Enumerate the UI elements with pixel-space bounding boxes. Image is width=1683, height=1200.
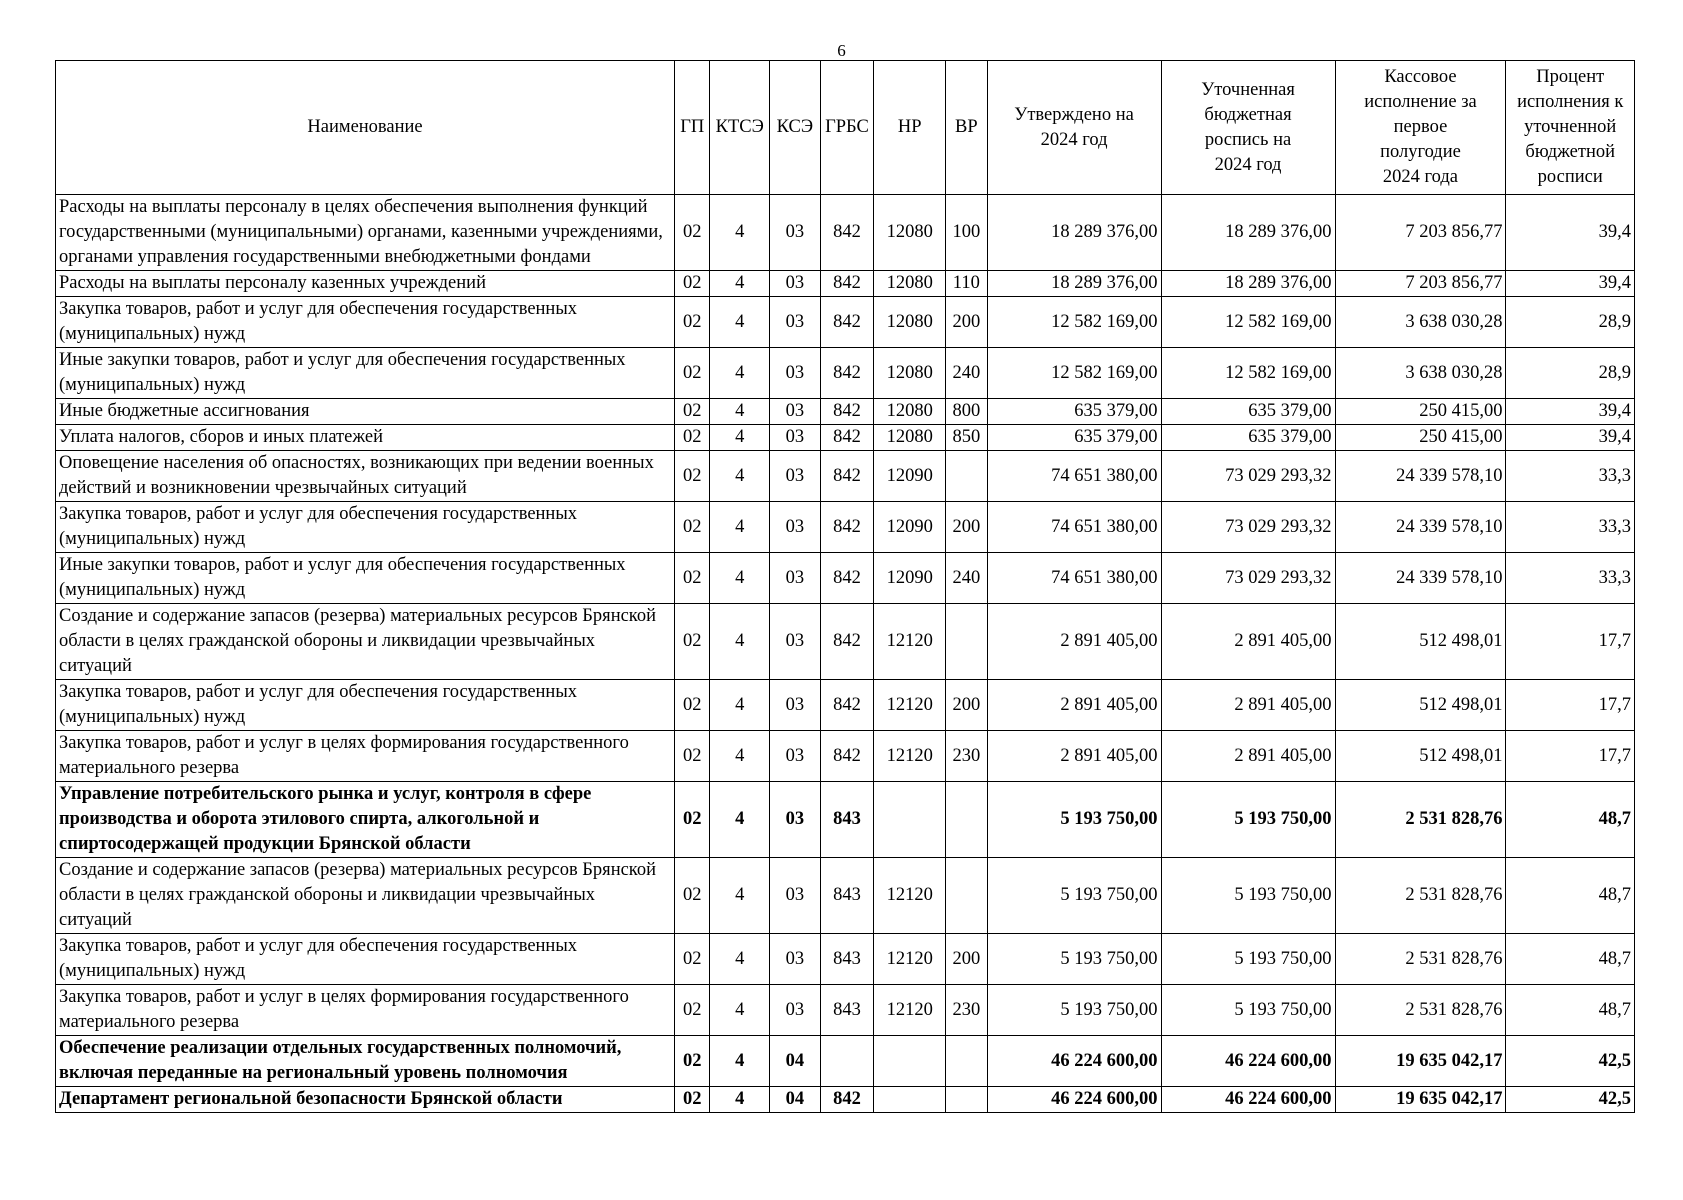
cell-grbs: 842 bbox=[820, 348, 874, 399]
cell-vr: 200 bbox=[946, 502, 987, 553]
cell-name: Закупка товаров, работ и услуг в целях формирования государственного материального резерва bbox=[56, 985, 675, 1036]
cell-percent: 48,7 bbox=[1506, 934, 1635, 985]
cell-ktse: 4 bbox=[710, 195, 770, 271]
cell-percent: 17,7 bbox=[1506, 604, 1635, 680]
cell-nr: 12090 bbox=[874, 553, 946, 604]
cell-gp: 02 bbox=[675, 348, 710, 399]
cell-grbs: 842 bbox=[820, 297, 874, 348]
cell-nr: 12090 bbox=[874, 451, 946, 502]
cell-refined: 2 891 405,00 bbox=[1161, 680, 1335, 731]
cell-ktse: 4 bbox=[710, 271, 770, 297]
cell-approved: 18 289 376,00 bbox=[987, 195, 1161, 271]
cell-refined: 18 289 376,00 bbox=[1161, 195, 1335, 271]
cell-kse: 04 bbox=[770, 1036, 821, 1087]
cell-gp: 02 bbox=[675, 271, 710, 297]
table-row bbox=[56, 195, 1635, 271]
cell-vr: 200 bbox=[946, 297, 987, 348]
cell-ktse: 4 bbox=[710, 553, 770, 604]
header-ktse: КТСЭ bbox=[710, 61, 770, 195]
cell-percent: 33,3 bbox=[1506, 502, 1635, 553]
cell-percent: 39,4 bbox=[1506, 195, 1635, 271]
cell-vr: 200 bbox=[946, 680, 987, 731]
cell-kse: 03 bbox=[770, 425, 821, 451]
cell-name: Создание и содержание запасов (резерва) материальных ресурсов Брянской области в целях гражданской обороны и ликвидации чрезвычайных ситуаций bbox=[56, 858, 675, 934]
cell-refined: 5 193 750,00 bbox=[1161, 934, 1335, 985]
cell-gp: 02 bbox=[675, 858, 710, 934]
cell-cash: 19 635 042,17 bbox=[1335, 1087, 1506, 1113]
cell-nr: 12080 bbox=[874, 399, 946, 425]
cell-name: Закупка товаров, работ и услуг для обеспечения государственных (муниципальных) нужд bbox=[56, 297, 675, 348]
cell-name: Иные бюджетные ассигнования bbox=[56, 399, 675, 425]
cell-vr bbox=[946, 451, 987, 502]
table-body bbox=[56, 195, 1635, 1113]
cell-ktse: 4 bbox=[710, 858, 770, 934]
cell-gp: 02 bbox=[675, 680, 710, 731]
cell-approved: 46 224 600,00 bbox=[987, 1036, 1161, 1087]
table-row bbox=[56, 1087, 1635, 1113]
cell-grbs: 842 bbox=[820, 502, 874, 553]
cell-approved: 5 193 750,00 bbox=[987, 858, 1161, 934]
cell-kse: 03 bbox=[770, 195, 821, 271]
cell-cash: 2 531 828,76 bbox=[1335, 858, 1506, 934]
cell-name: Закупка товаров, работ и услуг для обеспечения государственных (муниципальных) нужд bbox=[56, 680, 675, 731]
cell-vr: 200 bbox=[946, 934, 987, 985]
cell-cash: 24 339 578,10 bbox=[1335, 502, 1506, 553]
table-row bbox=[56, 680, 1635, 731]
budget-table bbox=[55, 60, 1635, 1113]
cell-name: Расходы на выплаты персоналу казенных учреждений bbox=[56, 271, 675, 297]
cell-percent: 33,3 bbox=[1506, 451, 1635, 502]
table-header-row bbox=[56, 61, 1635, 195]
cell-approved: 635 379,00 bbox=[987, 425, 1161, 451]
cell-approved: 18 289 376,00 bbox=[987, 271, 1161, 297]
cell-refined: 12 582 169,00 bbox=[1161, 297, 1335, 348]
table-row bbox=[56, 502, 1635, 553]
cell-vr: 850 bbox=[946, 425, 987, 451]
cell-ktse: 4 bbox=[710, 604, 770, 680]
cell-gp: 02 bbox=[675, 1036, 710, 1087]
cell-cash: 512 498,01 bbox=[1335, 604, 1506, 680]
cell-vr bbox=[946, 1036, 987, 1087]
cell-approved: 74 651 380,00 bbox=[987, 502, 1161, 553]
cell-percent: 39,4 bbox=[1506, 425, 1635, 451]
cell-percent: 28,9 bbox=[1506, 297, 1635, 348]
cell-vr bbox=[946, 782, 987, 858]
cell-nr: 12080 bbox=[874, 271, 946, 297]
cell-refined: 18 289 376,00 bbox=[1161, 271, 1335, 297]
cell-cash: 3 638 030,28 bbox=[1335, 297, 1506, 348]
cell-vr: 230 bbox=[946, 985, 987, 1036]
cell-percent: 48,7 bbox=[1506, 858, 1635, 934]
cell-grbs: 842 bbox=[820, 195, 874, 271]
cell-grbs: 842 bbox=[820, 731, 874, 782]
cell-vr bbox=[946, 1087, 987, 1113]
cell-refined: 46 224 600,00 bbox=[1161, 1036, 1335, 1087]
cell-nr: 12120 bbox=[874, 680, 946, 731]
cell-percent: 33,3 bbox=[1506, 553, 1635, 604]
cell-nr bbox=[874, 1087, 946, 1113]
header-percent: Процент исполнения к уточненной бюджетной росписи bbox=[1506, 61, 1635, 195]
cell-gp: 02 bbox=[675, 731, 710, 782]
cell-approved: 12 582 169,00 bbox=[987, 297, 1161, 348]
cell-name: Закупка товаров, работ и услуг в целях формирования государственного материального резерва bbox=[56, 731, 675, 782]
cell-gp: 02 bbox=[675, 451, 710, 502]
cell-refined: 73 029 293,32 bbox=[1161, 451, 1335, 502]
cell-kse: 03 bbox=[770, 680, 821, 731]
header-kse: КСЭ bbox=[770, 61, 821, 195]
cell-name: Закупка товаров, работ и услуг для обеспечения государственных (муниципальных) нужд bbox=[56, 934, 675, 985]
cell-gp: 02 bbox=[675, 934, 710, 985]
table-row bbox=[56, 271, 1635, 297]
cell-name: Расходы на выплаты персоналу в целях обеспечения выполнения функций государственными (муниципальными) органами, казенными учреждениями, органами управления государственными внебюджетными фондами bbox=[56, 195, 675, 271]
cell-ktse: 4 bbox=[710, 297, 770, 348]
cell-approved: 5 193 750,00 bbox=[987, 985, 1161, 1036]
cell-refined: 5 193 750,00 bbox=[1161, 858, 1335, 934]
cell-refined: 635 379,00 bbox=[1161, 399, 1335, 425]
cell-nr: 12120 bbox=[874, 604, 946, 680]
cell-grbs bbox=[820, 1036, 874, 1087]
cell-ktse: 4 bbox=[710, 348, 770, 399]
cell-cash: 24 339 578,10 bbox=[1335, 553, 1506, 604]
cell-vr: 100 bbox=[946, 195, 987, 271]
cell-cash: 250 415,00 bbox=[1335, 425, 1506, 451]
cell-ktse: 4 bbox=[710, 782, 770, 858]
cell-vr: 230 bbox=[946, 731, 987, 782]
cell-cash: 2 531 828,76 bbox=[1335, 782, 1506, 858]
cell-grbs: 843 bbox=[820, 985, 874, 1036]
cell-gp: 02 bbox=[675, 425, 710, 451]
cell-kse: 03 bbox=[770, 348, 821, 399]
cell-nr: 12120 bbox=[874, 985, 946, 1036]
cell-refined: 5 193 750,00 bbox=[1161, 782, 1335, 858]
cell-nr: 12120 bbox=[874, 934, 946, 985]
cell-refined: 46 224 600,00 bbox=[1161, 1087, 1335, 1113]
cell-cash: 3 638 030,28 bbox=[1335, 348, 1506, 399]
cell-cash: 2 531 828,76 bbox=[1335, 985, 1506, 1036]
cell-vr bbox=[946, 604, 987, 680]
cell-cash: 7 203 856,77 bbox=[1335, 195, 1506, 271]
cell-nr: 12080 bbox=[874, 195, 946, 271]
cell-grbs: 843 bbox=[820, 934, 874, 985]
cell-name: Управление потребительского рынка и услуг, контроля в сфере производства и оборота этилового спирта, алкогольной и спиртосодержащей продукции Брянской области bbox=[56, 782, 675, 858]
cell-ktse: 4 bbox=[710, 502, 770, 553]
table-row bbox=[56, 297, 1635, 348]
header-name: Наименование bbox=[56, 61, 675, 195]
cell-grbs: 842 bbox=[820, 553, 874, 604]
cell-cash: 7 203 856,77 bbox=[1335, 271, 1506, 297]
cell-nr: 12080 bbox=[874, 297, 946, 348]
table-row bbox=[56, 399, 1635, 425]
cell-nr: 12080 bbox=[874, 348, 946, 399]
cell-refined: 635 379,00 bbox=[1161, 425, 1335, 451]
cell-nr: 12120 bbox=[874, 731, 946, 782]
cell-percent: 17,7 bbox=[1506, 680, 1635, 731]
cell-percent: 39,4 bbox=[1506, 399, 1635, 425]
cell-vr bbox=[946, 858, 987, 934]
cell-approved: 12 582 169,00 bbox=[987, 348, 1161, 399]
cell-gp: 02 bbox=[675, 604, 710, 680]
table-row bbox=[56, 604, 1635, 680]
cell-percent: 17,7 bbox=[1506, 731, 1635, 782]
cell-cash: 512 498,01 bbox=[1335, 680, 1506, 731]
cell-ktse: 4 bbox=[710, 1087, 770, 1113]
cell-gp: 02 bbox=[675, 297, 710, 348]
cell-approved: 5 193 750,00 bbox=[987, 934, 1161, 985]
cell-refined: 2 891 405,00 bbox=[1161, 604, 1335, 680]
table-row bbox=[56, 782, 1635, 858]
cell-kse: 04 bbox=[770, 1087, 821, 1113]
cell-ktse: 4 bbox=[710, 451, 770, 502]
cell-ktse: 4 bbox=[710, 399, 770, 425]
cell-nr: 12080 bbox=[874, 425, 946, 451]
cell-nr: 12090 bbox=[874, 502, 946, 553]
cell-approved: 74 651 380,00 bbox=[987, 553, 1161, 604]
cell-vr: 110 bbox=[946, 271, 987, 297]
cell-gp: 02 bbox=[675, 782, 710, 858]
cell-ktse: 4 bbox=[710, 934, 770, 985]
cell-kse: 03 bbox=[770, 934, 821, 985]
table-row bbox=[56, 731, 1635, 782]
header-vr: ВР bbox=[946, 61, 987, 195]
cell-kse: 03 bbox=[770, 782, 821, 858]
cell-refined: 73 029 293,32 bbox=[1161, 553, 1335, 604]
cell-cash: 24 339 578,10 bbox=[1335, 451, 1506, 502]
cell-ktse: 4 bbox=[710, 1036, 770, 1087]
cell-kse: 03 bbox=[770, 399, 821, 425]
cell-percent: 48,7 bbox=[1506, 985, 1635, 1036]
header-gp: ГП bbox=[675, 61, 710, 195]
cell-grbs: 842 bbox=[820, 604, 874, 680]
cell-name: Департамент региональной безопасности Брянской области bbox=[56, 1087, 675, 1113]
cell-name: Обеспечение реализации отдельных государственных полномочий, включая переданные на региональный уровень полномочия bbox=[56, 1036, 675, 1087]
cell-vr: 240 bbox=[946, 348, 987, 399]
cell-name: Иные закупки товаров, работ и услуг для обеспечения государственных (муниципальных) нужд bbox=[56, 348, 675, 399]
header-approved: Утверждено на 2024 год bbox=[987, 61, 1161, 195]
cell-gp: 02 bbox=[675, 553, 710, 604]
cell-kse: 03 bbox=[770, 858, 821, 934]
header-grbs: ГРБС bbox=[820, 61, 874, 195]
cell-name: Иные закупки товаров, работ и услуг для обеспечения государственных (муниципальных) нужд bbox=[56, 553, 675, 604]
cell-percent: 48,7 bbox=[1506, 782, 1635, 858]
cell-kse: 03 bbox=[770, 271, 821, 297]
cell-percent: 28,9 bbox=[1506, 348, 1635, 399]
cell-nr: 12120 bbox=[874, 858, 946, 934]
cell-cash: 512 498,01 bbox=[1335, 731, 1506, 782]
cell-gp: 02 bbox=[675, 502, 710, 553]
cell-refined: 2 891 405,00 bbox=[1161, 731, 1335, 782]
cell-gp: 02 bbox=[675, 1087, 710, 1113]
cell-kse: 03 bbox=[770, 502, 821, 553]
table-row bbox=[56, 553, 1635, 604]
cell-kse: 03 bbox=[770, 604, 821, 680]
cell-approved: 74 651 380,00 bbox=[987, 451, 1161, 502]
cell-kse: 03 bbox=[770, 731, 821, 782]
cell-nr bbox=[874, 1036, 946, 1087]
cell-kse: 03 bbox=[770, 985, 821, 1036]
cell-kse: 03 bbox=[770, 553, 821, 604]
cell-refined: 12 582 169,00 bbox=[1161, 348, 1335, 399]
cell-kse: 03 bbox=[770, 451, 821, 502]
cell-grbs: 842 bbox=[820, 271, 874, 297]
cell-approved: 635 379,00 bbox=[987, 399, 1161, 425]
cell-grbs: 842 bbox=[820, 451, 874, 502]
table-row bbox=[56, 425, 1635, 451]
cell-name: Создание и содержание запасов (резерва) материальных ресурсов Брянской области в целях гражданской обороны и ликвидации чрезвычайных ситуаций bbox=[56, 604, 675, 680]
table-row bbox=[56, 451, 1635, 502]
table-row bbox=[56, 348, 1635, 399]
header-refined: Уточненная бюджетная роспись на 2024 год bbox=[1161, 61, 1335, 195]
cell-approved: 2 891 405,00 bbox=[987, 731, 1161, 782]
table-row bbox=[56, 1036, 1635, 1087]
cell-cash: 250 415,00 bbox=[1335, 399, 1506, 425]
cell-percent: 42,5 bbox=[1506, 1087, 1635, 1113]
cell-name: Уплата налогов, сборов и иных платежей bbox=[56, 425, 675, 451]
cell-approved: 2 891 405,00 bbox=[987, 680, 1161, 731]
cell-cash: 2 531 828,76 bbox=[1335, 934, 1506, 985]
cell-ktse: 4 bbox=[710, 680, 770, 731]
cell-refined: 73 029 293,32 bbox=[1161, 502, 1335, 553]
cell-gp: 02 bbox=[675, 195, 710, 271]
cell-approved: 46 224 600,00 bbox=[987, 1087, 1161, 1113]
cell-approved: 2 891 405,00 bbox=[987, 604, 1161, 680]
cell-percent: 39,4 bbox=[1506, 271, 1635, 297]
cell-grbs: 842 bbox=[820, 1087, 874, 1113]
table-row bbox=[56, 858, 1635, 934]
table-row bbox=[56, 985, 1635, 1036]
cell-gp: 02 bbox=[675, 985, 710, 1036]
cell-kse: 03 bbox=[770, 297, 821, 348]
cell-grbs: 842 bbox=[820, 399, 874, 425]
cell-name: Закупка товаров, работ и услуг для обеспечения государственных (муниципальных) нужд bbox=[56, 502, 675, 553]
cell-grbs: 842 bbox=[820, 425, 874, 451]
cell-ktse: 4 bbox=[710, 985, 770, 1036]
header-cash: Кассовое исполнение за первое полугодие 2024 года bbox=[1335, 61, 1506, 195]
cell-grbs: 843 bbox=[820, 858, 874, 934]
cell-approved: 5 193 750,00 bbox=[987, 782, 1161, 858]
cell-vr: 240 bbox=[946, 553, 987, 604]
cell-ktse: 4 bbox=[710, 425, 770, 451]
table-row bbox=[56, 934, 1635, 985]
cell-grbs: 842 bbox=[820, 680, 874, 731]
cell-cash: 19 635 042,17 bbox=[1335, 1036, 1506, 1087]
cell-name: Оповещение населения об опасностях, возникающих при ведении военных действий и возникновении чрезвычайных ситуаций bbox=[56, 451, 675, 502]
cell-vr: 800 bbox=[946, 399, 987, 425]
cell-gp: 02 bbox=[675, 399, 710, 425]
cell-grbs: 843 bbox=[820, 782, 874, 858]
cell-ktse: 4 bbox=[710, 731, 770, 782]
cell-nr bbox=[874, 782, 946, 858]
cell-refined: 5 193 750,00 bbox=[1161, 985, 1335, 1036]
header-nr: НР bbox=[874, 61, 946, 195]
cell-percent: 42,5 bbox=[1506, 1036, 1635, 1087]
page-number: 6 bbox=[837, 41, 846, 60]
